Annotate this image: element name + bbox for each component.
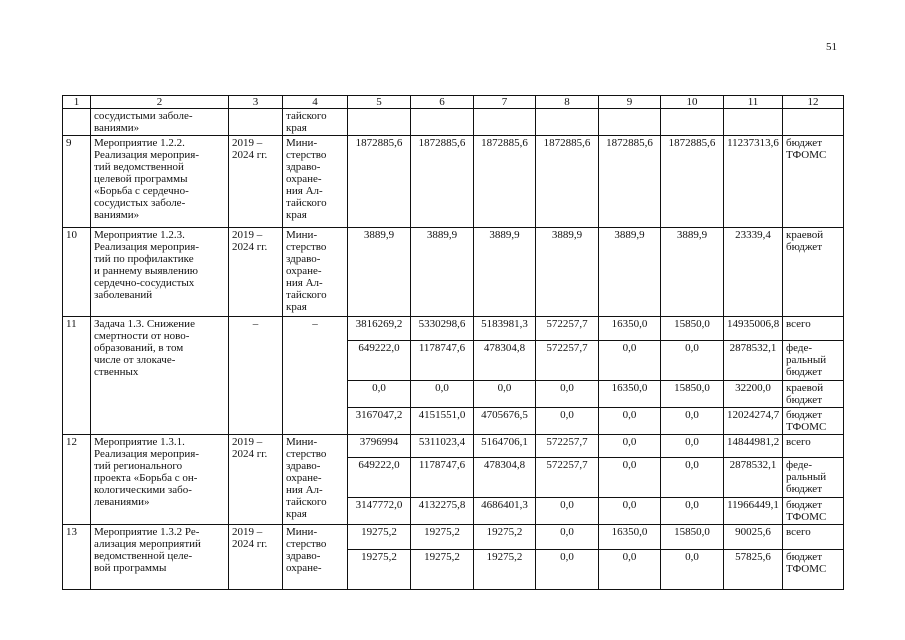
- funding-source-cell: краевой бюджет: [783, 381, 844, 408]
- executor-cell: Мини- стерство здраво- охране- ния Ал- тайского края: [283, 228, 348, 317]
- funding-source-cell: феде- ральный бюджет: [783, 458, 844, 498]
- value-cell-col-5: 649222,0: [348, 458, 411, 498]
- header-col-2: 2: [91, 96, 229, 109]
- value-cell-col-5: 3796994: [348, 435, 411, 458]
- total-cell: 11237313,6: [724, 136, 783, 228]
- row-number-cell: 11: [63, 317, 91, 435]
- table-row: [63, 228, 844, 317]
- executor-cell: Мини- стерство здраво- охране-: [283, 525, 348, 590]
- total-cell: 12024274,7: [724, 408, 783, 435]
- value-cell-col-8: [536, 109, 599, 136]
- executor-cell: Мини- стерство здраво- охране- ния Ал- тайского края: [283, 435, 348, 525]
- value-cell-col-6: 1872885,6: [411, 136, 474, 228]
- period-cell: 2019 – 2024 гг.: [229, 525, 283, 590]
- value-cell-col-9: 16350,0: [599, 525, 661, 550]
- value-cell-col-7: 19275,2: [474, 525, 536, 550]
- value-cell-col-5: 649222,0: [348, 341, 411, 381]
- value-cell-col-7: 478304,8: [474, 341, 536, 381]
- value-cell-col-10: 0,0: [661, 458, 724, 498]
- value-cell-col-8: 572257,7: [536, 458, 599, 498]
- value-cell-col-6: 19275,2: [411, 550, 474, 590]
- header-col-11: 11: [724, 96, 783, 109]
- header-col-9: 9: [599, 96, 661, 109]
- header-col-1: 1: [63, 96, 91, 109]
- value-cell-col-7: 5164706,1: [474, 435, 536, 458]
- value-cell-col-5: 3147772,0: [348, 498, 411, 525]
- row-number-cell: 9: [63, 136, 91, 228]
- value-cell-col-7: 3889,9: [474, 228, 536, 317]
- total-cell: [724, 109, 783, 136]
- value-cell-col-9: 1872885,6: [599, 136, 661, 228]
- value-cell-col-8: 0,0: [536, 408, 599, 435]
- total-cell: 90025,6: [724, 525, 783, 550]
- value-cell-col-10: [661, 109, 724, 136]
- value-cell-col-7: 478304,8: [474, 458, 536, 498]
- header-col-8: 8: [536, 96, 599, 109]
- value-cell-col-5: 3889,9: [348, 228, 411, 317]
- executor-cell: Мини- стерство здраво- охране- ния Ал- тайского края: [283, 136, 348, 228]
- table-row: [63, 435, 844, 458]
- value-cell-col-6: 4151551,0: [411, 408, 474, 435]
- value-cell-col-8: 3889,9: [536, 228, 599, 317]
- value-cell-col-6: 0,0: [411, 381, 474, 408]
- measure-name-cell: Мероприятие 1.3.1. Реализация мероприя- тий регионального проекта «Борьба с он- кологическими забо- леваниями»: [91, 435, 229, 525]
- table-header: [63, 96, 844, 109]
- header-row: [63, 96, 844, 109]
- total-cell: 14844981,2: [724, 435, 783, 458]
- value-cell-col-8: 0,0: [536, 550, 599, 590]
- page-number: 51: [826, 41, 837, 53]
- total-cell: 23339,4: [724, 228, 783, 317]
- funding-source-cell: всего: [783, 525, 844, 550]
- header-col-7: 7: [474, 96, 536, 109]
- header-col-4: 4: [283, 96, 348, 109]
- header-col-3: 3: [229, 96, 283, 109]
- value-cell-col-9: 16350,0: [599, 381, 661, 408]
- period-cell: 2019 – 2024 гг.: [229, 435, 283, 525]
- total-cell: 11966449,1: [724, 498, 783, 525]
- value-cell-col-10: 15850,0: [661, 525, 724, 550]
- funding-source-cell: бюджет ТФОМС: [783, 498, 844, 525]
- row-number-cell: 12: [63, 435, 91, 525]
- value-cell-col-8: 0,0: [536, 498, 599, 525]
- table-body: [63, 109, 844, 590]
- row-number-cell: [63, 109, 91, 136]
- funding-source-cell: всего: [783, 435, 844, 458]
- table-row: [63, 109, 844, 136]
- value-cell-col-8: 572257,7: [536, 317, 599, 341]
- header-col-10: 10: [661, 96, 724, 109]
- table-row: [63, 525, 844, 550]
- header-col-5: 5: [348, 96, 411, 109]
- value-cell-col-10: 0,0: [661, 435, 724, 458]
- funding-source-cell: краевой бюджет: [783, 228, 844, 317]
- value-cell-col-10: 15850,0: [661, 381, 724, 408]
- value-cell-col-5: 19275,2: [348, 550, 411, 590]
- value-cell-col-9: 0,0: [599, 458, 661, 498]
- value-cell-col-9: 0,0: [599, 498, 661, 525]
- budget-table: [62, 95, 844, 590]
- funding-source-cell: всего: [783, 317, 844, 341]
- funding-source-cell: [783, 109, 844, 136]
- measure-name-cell: Мероприятие 1.3.2 Ре- ализация мероприятий ведомственной целе- вой программы: [91, 525, 229, 590]
- value-cell-col-6: 5311023,4: [411, 435, 474, 458]
- value-cell-col-6: 1178747,6: [411, 458, 474, 498]
- value-cell-col-9: 16350,0: [599, 317, 661, 341]
- value-cell-col-8: 0,0: [536, 525, 599, 550]
- value-cell-col-10: 3889,9: [661, 228, 724, 317]
- measure-name-cell: Мероприятие 1.2.2. Реализация мероприя- тий ведомственной целевой программы «Борьба с сердечно- сосудистых заболе- ваниями»: [91, 136, 229, 228]
- period-cell: –: [229, 317, 283, 435]
- value-cell-col-7: 1872885,6: [474, 136, 536, 228]
- value-cell-col-10: 1872885,6: [661, 136, 724, 228]
- value-cell-col-7: 0,0: [474, 381, 536, 408]
- total-cell: 2878532,1: [724, 341, 783, 381]
- measure-name-cell: сосудистыми заболе- ваниями»: [91, 109, 229, 136]
- measure-name-cell: Задача 1.3. Снижение смертности от ново- образований, в том числе от злокаче- ственных: [91, 317, 229, 435]
- table-row: [63, 317, 844, 341]
- header-col-6: 6: [411, 96, 474, 109]
- value-cell-col-9: 0,0: [599, 408, 661, 435]
- value-cell-col-6: [411, 109, 474, 136]
- value-cell-col-9: [599, 109, 661, 136]
- funding-source-cell: феде- ральный бюджет: [783, 341, 844, 381]
- total-cell: 2878532,1: [724, 458, 783, 498]
- value-cell-col-6: 4132275,8: [411, 498, 474, 525]
- value-cell-col-5: 0,0: [348, 381, 411, 408]
- value-cell-col-5: 3167047,2: [348, 408, 411, 435]
- value-cell-col-6: 5330298,6: [411, 317, 474, 341]
- value-cell-col-7: 19275,2: [474, 550, 536, 590]
- row-number-cell: 13: [63, 525, 91, 590]
- value-cell-col-9: 0,0: [599, 550, 661, 590]
- value-cell-col-5: 19275,2: [348, 525, 411, 550]
- period-cell: [229, 109, 283, 136]
- row-number-cell: 10: [63, 228, 91, 317]
- measure-name-cell: Мероприятие 1.2.3. Реализация мероприя- тий по профилактике и раннему выявлению сердечно-сосудистых заболеваний: [91, 228, 229, 317]
- value-cell-col-9: 0,0: [599, 341, 661, 381]
- total-cell: 57825,6: [724, 550, 783, 590]
- funding-source-cell: бюджет ТФОМС: [783, 550, 844, 590]
- value-cell-col-8: 572257,7: [536, 435, 599, 458]
- funding-source-cell: бюджет ТФОМС: [783, 136, 844, 228]
- executor-cell: –: [283, 317, 348, 435]
- value-cell-col-7: [474, 109, 536, 136]
- total-cell: 32200,0: [724, 381, 783, 408]
- value-cell-col-10: 0,0: [661, 341, 724, 381]
- value-cell-col-8: 0,0: [536, 381, 599, 408]
- executor-cell: тайского края: [283, 109, 348, 136]
- value-cell-col-10: 0,0: [661, 408, 724, 435]
- value-cell-col-10: 0,0: [661, 498, 724, 525]
- value-cell-col-5: 3816269,2: [348, 317, 411, 341]
- period-cell: 2019 – 2024 гг.: [229, 136, 283, 228]
- header-col-12: 12: [783, 96, 844, 109]
- value-cell-col-9: 3889,9: [599, 228, 661, 317]
- value-cell-col-9: 0,0: [599, 435, 661, 458]
- period-cell: 2019 – 2024 гг.: [229, 228, 283, 317]
- value-cell-col-6: 3889,9: [411, 228, 474, 317]
- value-cell-col-7: 4705676,5: [474, 408, 536, 435]
- value-cell-col-10: 0,0: [661, 550, 724, 590]
- value-cell-col-8: 572257,7: [536, 341, 599, 381]
- funding-source-cell: бюджет ТФОМС: [783, 408, 844, 435]
- value-cell-col-6: 1178747,6: [411, 341, 474, 381]
- value-cell-col-5: 1872885,6: [348, 136, 411, 228]
- value-cell-col-10: 15850,0: [661, 317, 724, 341]
- value-cell-col-7: 5183981,3: [474, 317, 536, 341]
- value-cell-col-6: 19275,2: [411, 525, 474, 550]
- value-cell-col-7: 4686401,3: [474, 498, 536, 525]
- value-cell-col-8: 1872885,6: [536, 136, 599, 228]
- total-cell: 14935006,8: [724, 317, 783, 341]
- table-row: [63, 136, 844, 228]
- value-cell-col-5: [348, 109, 411, 136]
